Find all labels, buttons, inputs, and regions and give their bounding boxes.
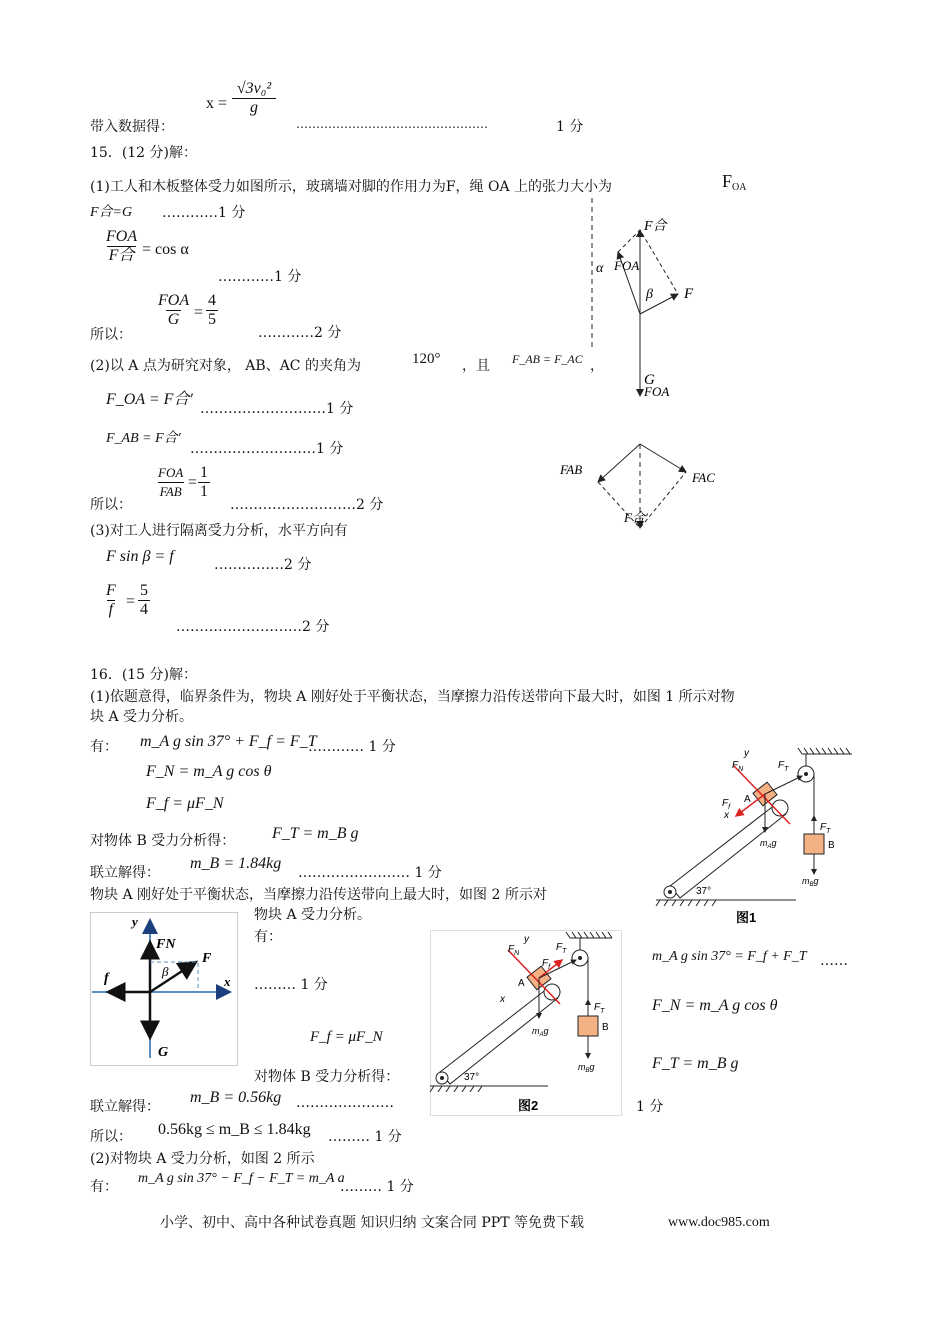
- q16-eq6: F_f = μF_N: [310, 1029, 383, 1045]
- fbd-f-arrow: [150, 962, 196, 992]
- q16-eq1: m_A g sin 37° + F_f = F_T: [140, 733, 317, 750]
- q16-eq1-dots: ………… 1 分: [308, 739, 396, 755]
- q16-title: 16．(15 分)解：: [90, 667, 198, 683]
- formula-x-numerator: √3v₀²: [236, 80, 272, 97]
- q16-case2-line1: 物块 A 刚好处于平衡状态，当摩擦力沿传送带向上最大时，如图 2 所示对: [90, 887, 547, 903]
- fig1-caption: 图1: [736, 910, 757, 925]
- q16-part1-line2: 块 A 受力分析。: [90, 709, 194, 725]
- q15-eq7-rhs: [138, 582, 150, 619]
- q15-eq1-rhs: = cos α: [142, 241, 189, 258]
- q15-comma: ，: [590, 358, 604, 374]
- q16-eq7-dots: …………………: [296, 1095, 394, 1111]
- footer-text: 小学、初中、高中各种试卷真题 知识归纳 文案合同 PPT 等免费下载: [160, 1215, 584, 1231]
- q15-eq7-rnum: 5: [140, 582, 148, 599]
- q15-eq5-num: FOA: [158, 465, 184, 480]
- q15-eq3: F_OA = F合′: [106, 391, 193, 408]
- footer-url[interactable]: www.doc985.com: [668, 1215, 770, 1230]
- fig1-label-y: y: [744, 748, 749, 759]
- q15-eq2-num: FOA: [158, 292, 190, 309]
- q15-eq7-fraction: [104, 582, 118, 619]
- q15-eq2-fraction: [156, 292, 191, 329]
- q16-eq9-dots: ……… 1 分: [340, 1179, 414, 1195]
- formula-x-denominator: g: [232, 98, 276, 117]
- q16-eq5: m_B = 1.84kg: [190, 855, 282, 872]
- label-f-oa2: FOA: [644, 384, 670, 399]
- q16-eq8: 0.56kg ≤ m_B ≤ 1.84kg: [158, 1121, 311, 1138]
- q15-fhe-eq: F合=G: [90, 205, 133, 220]
- q15-eq7-eq: =: [126, 593, 136, 610]
- q16-you3: 有：: [90, 1179, 118, 1195]
- fbd-label-x: x: [224, 974, 231, 989]
- q16-lianli1: 联立解得：: [90, 865, 160, 881]
- q16-eq4: F_T = m_B g: [272, 825, 359, 842]
- fig1-block-b: [804, 834, 824, 854]
- q16-case2-dots: ……… 1 分: [254, 977, 328, 993]
- q15-eq4-dots: ………………………1 分: [190, 441, 344, 457]
- fig2-block-b: [578, 1016, 598, 1036]
- q15-angle: 120°: [412, 351, 441, 367]
- q16-right-eq1: m_A g sin 37° = F_f + F_T: [652, 949, 807, 964]
- q16-lianli2: 联立解得：: [90, 1099, 160, 1115]
- fig1-label-a: A: [744, 794, 751, 805]
- q15-eq3-dots: ………………………1 分: [200, 401, 354, 417]
- fig1-ft-arrow: [765, 776, 802, 794]
- fbd-label-y: y: [132, 914, 138, 929]
- fig2-normal-line: [508, 950, 560, 1004]
- q15-suoyi2: 所以：: [90, 497, 132, 513]
- fbd-label-g: G: [158, 1045, 169, 1060]
- q16-right-eq3: F_T = m_B g: [652, 1055, 739, 1072]
- q15-foa-symbol: $F_{OA}$: [722, 171, 747, 193]
- q15-eq4: F_AB = F合′: [106, 431, 181, 446]
- fig2-label-ff: $F_f$: [542, 958, 551, 971]
- fbd-label-f: F: [202, 951, 212, 966]
- q16-figure-2: [430, 930, 622, 1116]
- q15-eq5-dots: ………………………2 分: [230, 497, 384, 513]
- fbd-label-friction: f: [104, 971, 109, 986]
- label-beta: β: [646, 287, 653, 302]
- q16-right-eq2: F_N = m_A g cos θ: [652, 997, 778, 1014]
- q15-title: 15．(12 分)解：: [90, 145, 198, 161]
- label-f-he2: F合′: [624, 510, 648, 525]
- fig2-label-x: x: [500, 994, 505, 1005]
- label-f-he: F合: [644, 219, 667, 234]
- fig2-angle: 37°: [464, 1072, 480, 1083]
- q16-eq5-dots: …………………… 1 分: [298, 865, 442, 881]
- q15-eq7-den: f: [108, 601, 114, 618]
- f-ac-arrow: [640, 444, 686, 472]
- q16-part2-text: (2)对物块 A 受力分析，如图 2 所示: [90, 1151, 315, 1167]
- fig1-label-ft2: $F_T$: [820, 822, 831, 835]
- fig1-label-mag: $m_Ag$: [760, 838, 777, 850]
- q15-eq1-fraction: [104, 228, 139, 265]
- fig1-label-fn: $F_N$: [732, 760, 744, 773]
- fig2-label-y: y: [524, 934, 529, 945]
- q15-eq1-dots: …………1 分: [218, 269, 302, 285]
- substitute-score: 1 分: [556, 119, 584, 135]
- fig2-label-mag: $m_Ag$: [532, 1026, 549, 1038]
- fig1-label-mbg: $m_Bg$: [802, 876, 819, 888]
- fig1-label-x: x: [724, 810, 729, 821]
- q15-eq7-num: F: [106, 582, 116, 599]
- label-f-ab: FAB: [560, 462, 583, 477]
- q16-eq3: F_f = μF_N: [146, 795, 224, 812]
- q16-you2: 有：: [254, 929, 282, 945]
- label-f: F: [684, 286, 694, 302]
- q15-eq5-fraction: [156, 464, 185, 501]
- q15-eq5-eq: =: [188, 474, 198, 491]
- q16-part1-line1: (1)依题意得，临界条件为，物块 A 刚好处于平衡状态，当摩擦力沿传送带向下最大时，如图 1 所示对物: [90, 689, 735, 705]
- fig2-label-mbg: $m_Bg$: [578, 1062, 595, 1074]
- q15-eq2-dots: …………2 分: [258, 325, 342, 341]
- label-f-oa: FOA: [614, 258, 640, 273]
- fbd-label-fn: FN: [156, 937, 176, 952]
- q15-eq6: F sin β = f: [106, 548, 174, 565]
- q15-eq2-den: G: [167, 311, 180, 328]
- fig2-label-a: A: [518, 978, 525, 989]
- substitute-dots: …………………………………………: [296, 117, 488, 131]
- q15-part3-text: (3)对工人进行隔离受力分析，水平方向有: [90, 523, 348, 539]
- q16-fbd: [90, 912, 238, 1066]
- f-ab-arrow: [598, 444, 640, 482]
- q16-eq9: m_A g sin 37° − F_f − F_T = m_A a: [138, 1171, 345, 1186]
- fig2-label-ft: $F_T$: [556, 942, 567, 955]
- fig2-label-ft2: $F_T$: [594, 1002, 605, 1015]
- q16-figure-1: [656, 746, 860, 928]
- q15-eq2-rden: 5: [208, 311, 216, 328]
- q15-eq2-eq: =: [194, 304, 204, 321]
- q15-fhe-dots: …………1 分: [162, 205, 246, 221]
- label-f-ac: FAC: [692, 470, 715, 485]
- q16-case2-line2: 物块 A 受力分析。: [254, 907, 372, 923]
- fbd-label-beta: β: [162, 964, 169, 979]
- fig1-label-b: B: [828, 840, 835, 851]
- fig2-label-fn: $F_N$: [508, 944, 520, 957]
- label-alpha: α: [596, 261, 604, 276]
- q15-eq5-rnum: 1: [200, 464, 208, 481]
- q15-eq7-rden: 4: [140, 601, 148, 618]
- fig2-caption: 图2: [518, 1098, 539, 1113]
- q16-b-label2: 对物体 B 受力分析得：: [254, 1069, 400, 1085]
- q15-fab-fac: F_AB = F_AC: [512, 352, 583, 366]
- q15-eq6-dots: ……………2 分: [214, 557, 312, 573]
- q15-eq1-den: F合: [108, 247, 135, 264]
- q15-eq2-rnum: 4: [208, 292, 216, 309]
- formula-x-fraction: [232, 80, 276, 117]
- q16-eq2: F_N = m_A g cos θ: [146, 763, 272, 780]
- q15-suoyi1: 所以：: [90, 327, 132, 343]
- q15-force-diagram: [560, 196, 720, 536]
- q15-part1-text: (1)工人和木板整体受力如图所示，玻璃墙对脚的作用力为F，绳 OA 上的张力大小为: [90, 179, 613, 195]
- q15-eq5-rhs: [198, 464, 210, 501]
- q16-eq8-dots: ……… 1 分: [328, 1129, 402, 1145]
- q16-you1: 有：: [90, 739, 118, 755]
- fig1-label-ff: $F_f$: [722, 798, 731, 811]
- q16-right-eq1-dots: ……: [820, 953, 848, 969]
- fig2-label-b: B: [602, 1022, 609, 1033]
- q15-eq5-rden: 1: [200, 483, 208, 500]
- q16-eq7-score: 1 分: [636, 1099, 664, 1115]
- q16-eq7: m_B = 0.56kg: [190, 1089, 282, 1106]
- q15-eq2-rhs: [206, 292, 218, 329]
- label-g: G: [644, 372, 655, 388]
- q15-part2-text: (2)以 A 点为研究对象， AB、AC 的夹角为: [90, 358, 361, 374]
- fig1-angle: 37°: [696, 886, 712, 897]
- q15-eq7-dots: ………………………2 分: [176, 619, 330, 635]
- q16-suoyi: 所以：: [90, 1129, 132, 1145]
- substitute-label: 带入数据得：: [90, 119, 174, 135]
- fig1-label-ft: $F_T$: [778, 760, 789, 773]
- q15-and: ，且: [462, 358, 490, 374]
- q15-eq1-num: FOA: [106, 228, 138, 245]
- q16-b-label: 对物体 B 受力分析得：: [90, 833, 236, 849]
- q15-eq5-den: FAB: [159, 484, 182, 499]
- formula-x-label: x =: [206, 95, 228, 112]
